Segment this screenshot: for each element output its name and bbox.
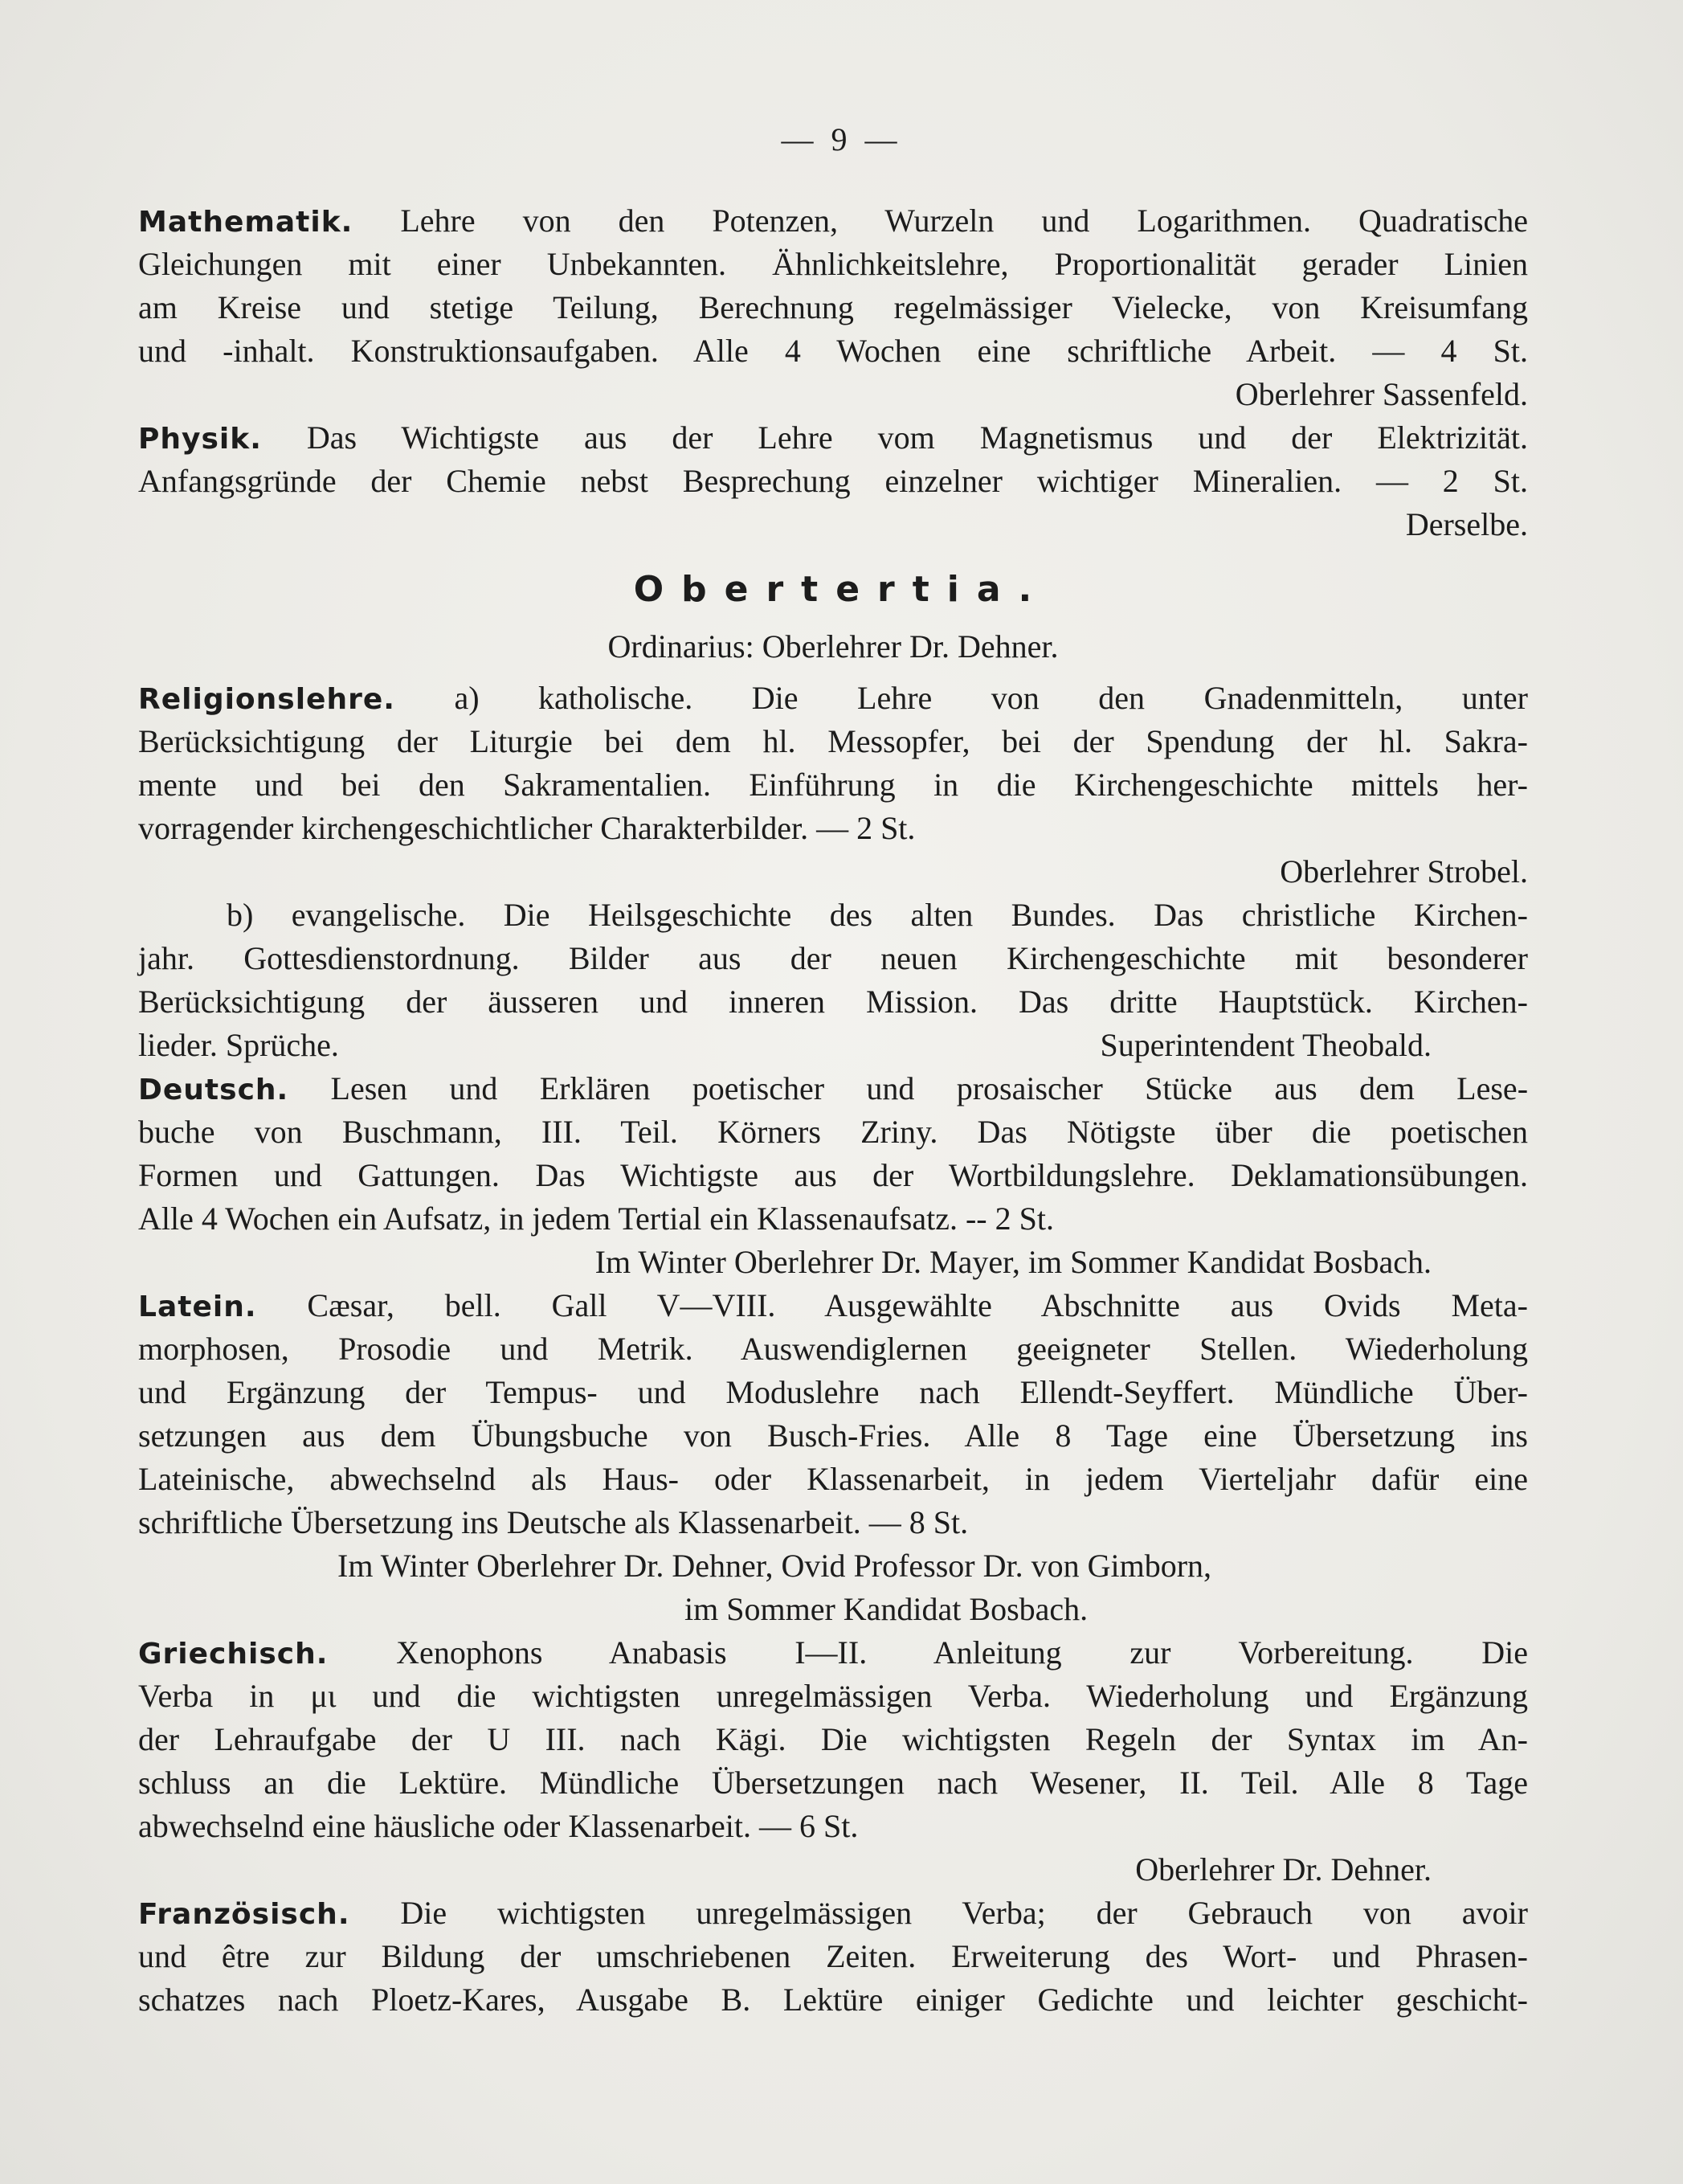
deutsch-line-3: Formen und Gattungen. Das Wichtigste aus der Wortbildungslehre. Deklamationsübungen. [138,1157,1528,1193]
mathematik-line-4: und -inhalt. Konstruktionsaufgaben. Alle 4 Wochen eine schriftliche Arbeit. — 4 St. [138,333,1528,369]
latein-line-2: morphosen, Prosodie und Metrik. Auswendiglernen geeigneter Stellen. Wiederholung [138,1331,1528,1367]
religion-line-5: b) evangelische. Die Heilsgeschichte des alten Bundes. Das christliche Kirchen- [227,897,1528,933]
mathematik-heading: Mathematik. [138,206,353,239]
religion-line-4: vorragender kirchengeschichtlicher Charakterbilder. — 2 St. [138,810,916,846]
franzoesisch-line-3: schatzes nach Ploetz-Kares, Ausgabe B. Lektüre einiger Gedichte und leichter geschicht- [138,1982,1528,2018]
griechisch-heading: Griechisch. [138,1638,329,1671]
latein-heading: Latein. [138,1290,257,1323]
deutsch-heading: Deutsch. [138,1074,289,1106]
griechisch-line-2: Verba in μι und die wichtigsten unregelmässigen Verba. Wiederholung und Ergänzung [138,1678,1528,1714]
franzoesisch-line-1: Französisch. Die wichtigsten unregelmässigen Verba; der Gebrauch von avoir [138,1895,1528,1931]
latein-teacher-2: im Sommer Kandidat Bosbach. [684,1591,1089,1627]
mathematik-line-3: am Kreise und stetige Teilung, Berechnung regelmässiger Vielecke, von Kreisumfang [138,289,1528,325]
griechisch-line-5: abwechselnd eine häusliche oder Klassenarbeit. — 6 St. [138,1808,859,1844]
franzoesisch-heading: Französisch. [138,1898,350,1931]
deutsch-line-4: Alle 4 Wochen ein Aufsatz, in jedem Tertial ein Klassenaufsatz. -- 2 St. [138,1200,1054,1237]
latein-line-3: und Ergänzung der Tempus- und Moduslehre nach Ellendt-Seyffert. Mündliche Über- [138,1374,1528,1410]
mathematik-line-2: Gleichungen mit einer Unbekannten. Ähnlichkeitslehre, Proportionalität gerader Linien [138,246,1528,282]
griechisch-line-3: der Lehraufgabe der U III. nach Kägi. Die wichtigsten Regeln der Syntax im An- [138,1721,1528,1757]
latein-line-5: Lateinische, abwechselnd als Haus- oder Klassenarbeit, in jedem Vierteljahr dafür eine [138,1461,1528,1497]
religion-teacher-a: Oberlehrer Strobel. [1280,853,1528,890]
griechisch-line-4: schluss an die Lektüre. Mündliche Übersetzungen nach Wesener, II. Teil. Alle 8 Tage [138,1765,1528,1801]
deutsch-line-2: buche von Buschmann, III. Teil. Körners Zriny. Das Nötigste über die poetischen [138,1114,1528,1150]
ordinarius: Ordinarius: Oberlehrer Dr. Dehner. [607,628,1059,665]
religion-line-2: Berücksichtigung der Liturgie bei dem hl. Messopfer, bei der Spendung der hl. Sakra- [138,723,1528,759]
franzoesisch-line-2: und être zur Bildung der umschriebenen Zeiten. Erweiterung des Wort- und Phrasen- [138,1938,1528,1974]
section-title: Obertertia. [633,569,1050,610]
religion-heading: Religionslehre. [138,683,395,716]
religion-teacher-b: Superintendent Theobald. [1100,1027,1432,1063]
physik-line-1: Physik. Das Wichtigste aus der Lehre vom Magnetismus und der Elektrizität. [138,419,1529,456]
religion-line-6: jahr. Gottesdienstordnung. Bilder aus der neuen Kirchengeschichte mit besonderer [138,940,1528,976]
griechisch-teacher: Oberlehrer Dr. Dehner. [1135,1851,1432,1887]
physik-teacher: Derselbe. [1405,506,1528,542]
religion-line-1: Religionslehre. a) katholische. Die Lehre von den Gnadenmitteln, unter [138,680,1528,716]
page-number: — 9 — [781,121,902,157]
latein-line-6: schriftliche Übersetzung ins Deutsche als Klassenarbeit. — 8 St. [138,1504,969,1540]
physik-heading: Physik. [138,423,262,456]
religion-line-3: mente und bei den Sakramentalien. Einführung in die Kirchengeschichte mittels her- [138,767,1528,803]
mathematik-teacher: Oberlehrer Sassenfeld. [1235,376,1528,412]
mathematik-line-1: Mathematik. Lehre von den Potenzen, Wurzeln und Logarithmen. Quadratische [138,202,1529,239]
griechisch-line-1: Griechisch. Xenophons Anabasis I—II. Anleitung zur Vorbereitung. Die [138,1634,1529,1671]
deutsch-line-1: Deutsch. Lesen und Erklären poetischer und prosaischer Stücke aus dem Lese- [138,1070,1529,1106]
physik-line-2: Anfangsgründe der Chemie nebst Besprechung einzelner wichtiger Mineralien. — 2 St. [138,463,1528,499]
religion-line-7: Berücksichtigung der äusseren und inneren Mission. Das dritte Hauptstück. Kirchen- [138,984,1528,1020]
religion-line-8: lieder. Sprüche. [138,1027,339,1063]
latein-teacher-1: Im Winter Oberlehrer Dr. Dehner, Ovid Professor Dr. von Gimborn, [337,1548,1212,1584]
latein-line-1: Latein. Cæsar, bell. Gall V—VIII. Ausgewählte Abschnitte aus Ovids Meta- [138,1287,1528,1323]
deutsch-teacher: Im Winter Oberlehrer Dr. Mayer, im Sommer Kandidat Bosbach. [594,1244,1432,1280]
latein-line-4: setzungen aus dem Übungsbuche von Busch-Fries. Alle 8 Tage eine Übersetzung ins [138,1417,1528,1454]
